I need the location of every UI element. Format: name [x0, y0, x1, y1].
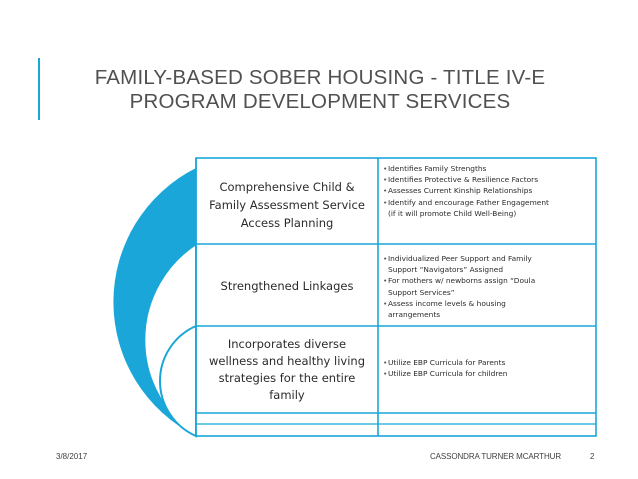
slide-title-line-1: FAMILY-BASED SOBER HOUSING - TITLE IV-E — [94, 66, 546, 89]
row-3-label — [196, 330, 378, 410]
footer-author: CASSONDRA TURNER MCARTHUR — [430, 452, 561, 461]
row-1-label-line: Family Assessment Service — [209, 198, 365, 212]
row-1-label-line: Access Planning — [240, 216, 334, 230]
row-3-label-line: family — [269, 388, 305, 402]
footer-page-number: 2 — [590, 452, 595, 461]
bullet-continuation: Support Services” — [388, 287, 455, 297]
bullet-item: • Assess income levels & housing — [383, 298, 535, 309]
footer-date: 3/8/2017 — [56, 452, 88, 461]
row-1-bullets — [383, 163, 549, 219]
row-1-label-line: Comprehensive Child & — [219, 180, 355, 194]
row-3-label-line: Incorporates diverse — [227, 337, 347, 351]
bullet-item: • Identifies Protective & Resilience Factors — [383, 174, 549, 185]
bullet-item: • Utilize EBP Curricula for children — [383, 368, 507, 379]
bullet-item: • Individualized Peer Support and Family — [383, 253, 535, 264]
bullet-item: • For mothers w/ newborns assign “Doula — [383, 275, 535, 286]
slide-title-line-2: PROGRAM DEVELOPMENT SERVICES — [129, 90, 511, 113]
row-3-bullets — [383, 357, 507, 379]
row-2-bullets — [383, 253, 535, 320]
bullet-continuation: (if it will promote Child Well-Being) — [388, 208, 517, 218]
bullet-continuation: Support “Navigators” Assigned — [388, 265, 504, 275]
row-2-label — [196, 246, 378, 326]
row-1-label — [196, 170, 378, 240]
bullet-continuation: arrangements — [388, 310, 441, 320]
row-3-label-line: wellness and healthy living — [208, 354, 365, 368]
bullet-item: • Assesses Current Kinship Relationships — [383, 185, 549, 196]
bullet-item: • Utilize EBP Curricula for Parents — [383, 357, 507, 368]
bullet-item: • Identify and encourage Father Engagement — [383, 197, 549, 208]
bullet-item: • Identifies Family Strengths — [383, 163, 549, 174]
row-2-label-line: Strengthened Linkages — [220, 279, 354, 293]
row-3-label-line: strategies for the entire — [218, 371, 356, 385]
